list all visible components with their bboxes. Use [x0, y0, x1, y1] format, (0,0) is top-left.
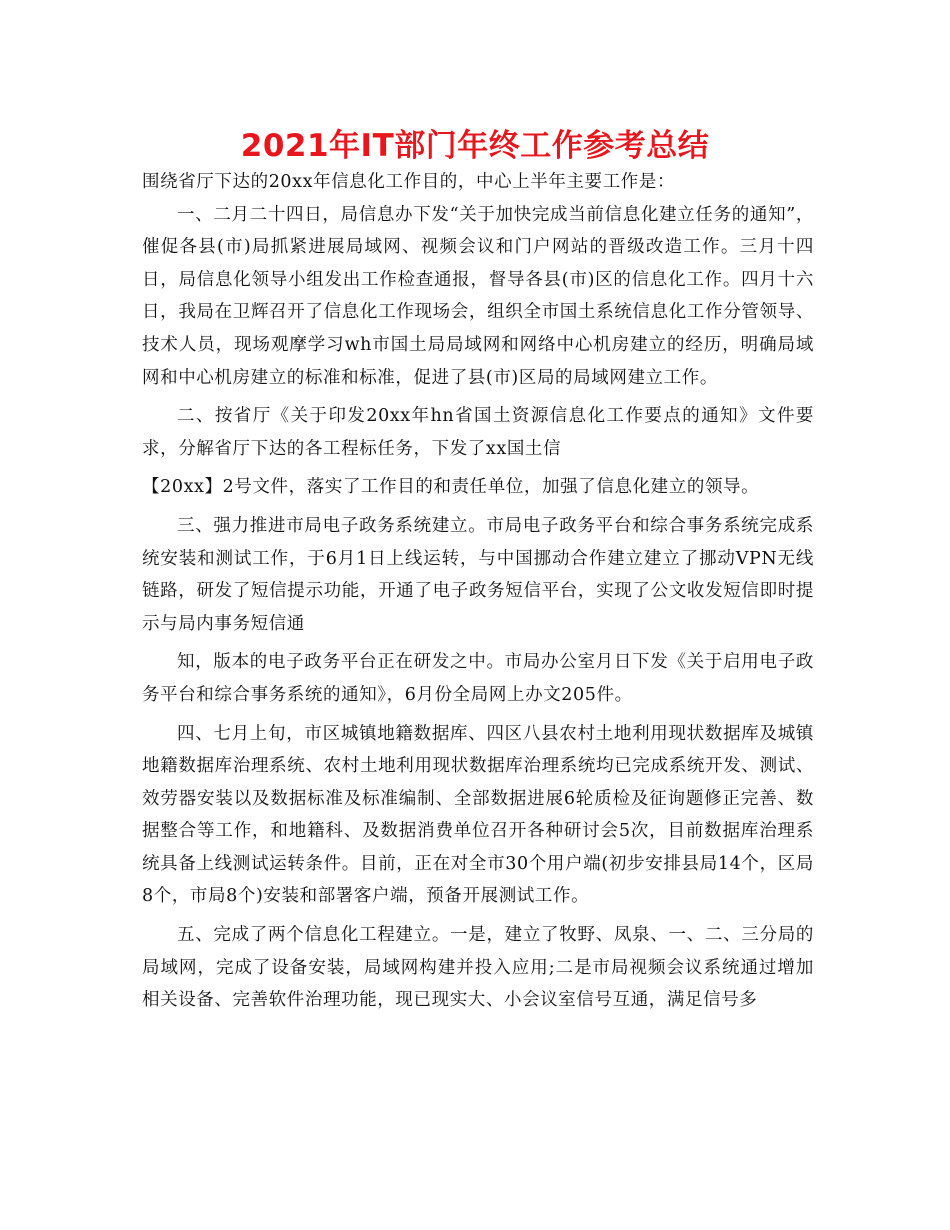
paragraph-item-3-continued: 知，版本的电子政务平台正在研发之中。市局办公室月日下发《关于启用电子政务平台和综合事务系统的通知》，6月份全局网上办文205件。	[142, 652, 814, 705]
document-body	[142, 166, 814, 1017]
paragraph-item-5: 五、完成了两个信息化工程建立。一是，建立了牧野、凤泉、一、二、三分局的局域网，完成了设备安装，局域网构建并投入应用;二是市局视频会议系统通过增加相关设备、完善软件治理功能，现已现实大、小会议室信号互通，满足信号多	[142, 925, 814, 1011]
paragraph-item-2: 二、按省厅《关于印发20xx年hn省国土资源信息化工作要点的通知》文件要求，分解省厅下达的各工程标任务，下发了xx国土信	[142, 406, 814, 459]
paragraph-item-1: 一、二月二十四日，局信息办下发“关于加快完成当前信息化建立任务的通知”，催促各县(市)局抓紧进展局域网、视频会议和门户网站的晋级改造工作。三月十四日，局信息化领导小组发出工作检查通报，督导各县(市)区的信息化工作。四月十六日，我局在卫辉召开了信息化工作现场会，组织全市国土系统信息化工作分管领导、技术人员，现场观摩学习wh市国土局局域网和网络中心机房建立的经历，明确局域网和中心机房建立的标准和标准，促进了县(市)区局的局域网建立工作。	[142, 204, 814, 388]
paragraph-intro: 围绕省厅下达的20xx年信息化工作目的，中心上半年主要工作是：	[142, 172, 676, 192]
document-title: 2021年IT部门年终工作参考总结	[240, 128, 710, 164]
paragraph-item-3: 三、强力推进市局电子政务系统建立。市局电子政务平台和综合事务系统完成系统安装和测试工作，于6月1日上线运转，与中国挪动合作建立建立了挪动VPN无线链路，研发了短信提示功能，开通了电子政务短信平台，实现了公文收发短信即时提示与局内事务短信通	[142, 515, 814, 634]
paragraph-item-2-continued: 【20xx】2号文件，落实了工作目的和责任单位，加强了信息化建立的领导。	[142, 477, 760, 498]
paragraph-item-4: 四、七月上旬，市区城镇地籍数据库、四区八县农村土地利用现状数据库及城镇地籍数据库治理系统、农村土地利用现状数据库治理系统均已完成系统开发、测试、效劳器安装以及数据标准及标准编制、全部数据进展6轮质检及征询题修正完善、数据整合等工作，和地籍科、及数据消费单位召开各种研讨会5次，目前数据库治理系统具备上线测试运转条件。目前，正在对全市30个用户端(初步安排县局14个，区局8个，市局8个)安装和部署客户端，预备开展测试工作。	[142, 723, 814, 907]
